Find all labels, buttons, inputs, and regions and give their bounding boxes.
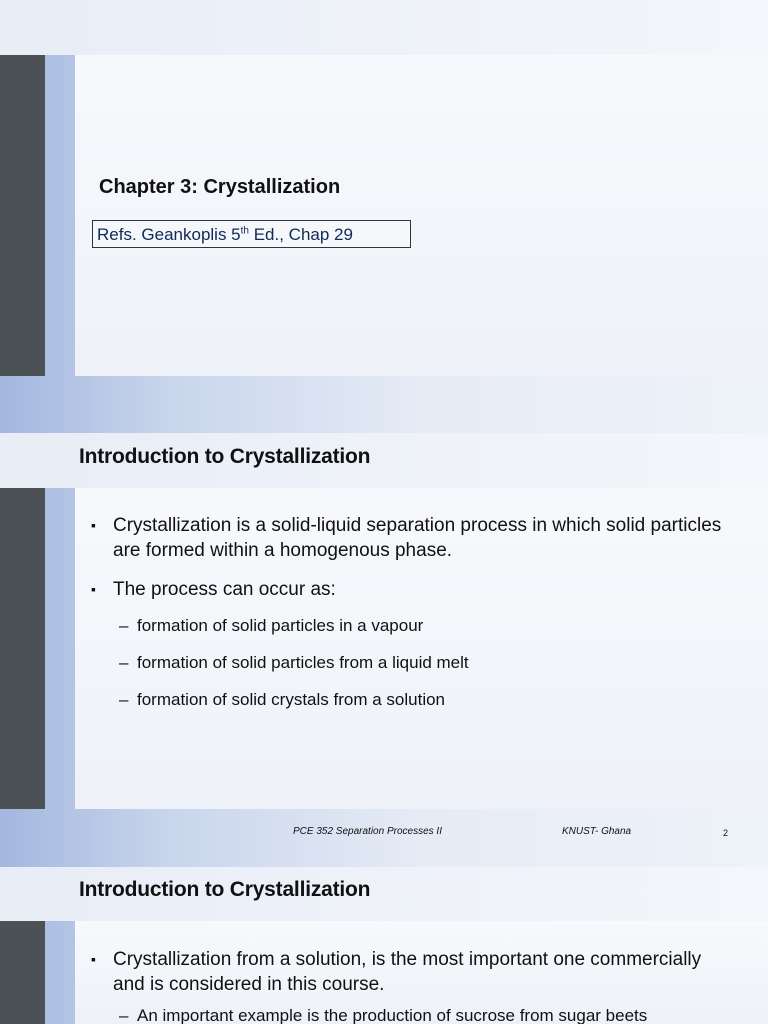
slide-heading: Introduction to Crystallization [79,445,371,468]
slide-content-panel [75,55,768,376]
bullet-text: The process can occur as: [113,579,336,600]
refs-text-suffix: Ed., Chap 29 [248,225,353,244]
bullet-text: Crystallization is a solid-liquid separation process in which solid particles are formed within a homogenous phase. [113,515,722,561]
bullet-list [91,947,728,1024]
slide-1 [0,0,768,433]
sub-bullet-text: formation of solid particles in a vapour [137,616,424,635]
refs-superscript: th [240,225,249,237]
bullet-item [91,513,728,563]
sub-bullet-text: formation of solid particles from a liquid melt [137,653,469,672]
sub-bullet-item [91,652,728,674]
slide-3 [0,867,768,1024]
slide-accent-bar [0,55,45,376]
dash-marker: – [119,653,129,672]
refs-text: Refs. Geankoplis 5 [97,225,241,244]
slide-accent-bar [0,488,45,809]
dash-marker: – [119,616,129,635]
bullet-marker: ▪ [91,581,96,597]
bullet-marker: ▪ [91,951,96,967]
dash-marker: – [119,690,129,709]
sub-bullet-item [91,689,728,711]
chapter-title: Chapter 3: Crystallization [99,176,341,198]
bullet-text: Crystallization from a solution, is the most important one commercially and is considered in this course. [113,949,702,995]
dash-marker: – [119,1006,129,1024]
footer-page-number: 2 [723,828,729,838]
bullet-list [91,513,728,711]
slide-accent-bar [0,921,45,1024]
sub-bullet-text: formation of solid crystals from a solution [137,690,446,709]
footer-org: KNUST- Ghana [562,826,632,837]
sub-bullet-text: An important example is the production of sucrose from sugar beets [137,1006,648,1024]
sub-bullet-item [91,615,728,637]
bullet-item [91,577,728,602]
slide-2 [0,433,768,867]
slide-heading: Introduction to Crystallization [79,878,371,901]
bullet-marker: ▪ [91,517,96,533]
sub-bullet-item [91,1005,728,1024]
slide-top-band [0,0,768,55]
references-box [92,220,411,248]
bullet-item [91,947,728,997]
footer-course: PCE 352 Separation Processes II [293,826,442,837]
